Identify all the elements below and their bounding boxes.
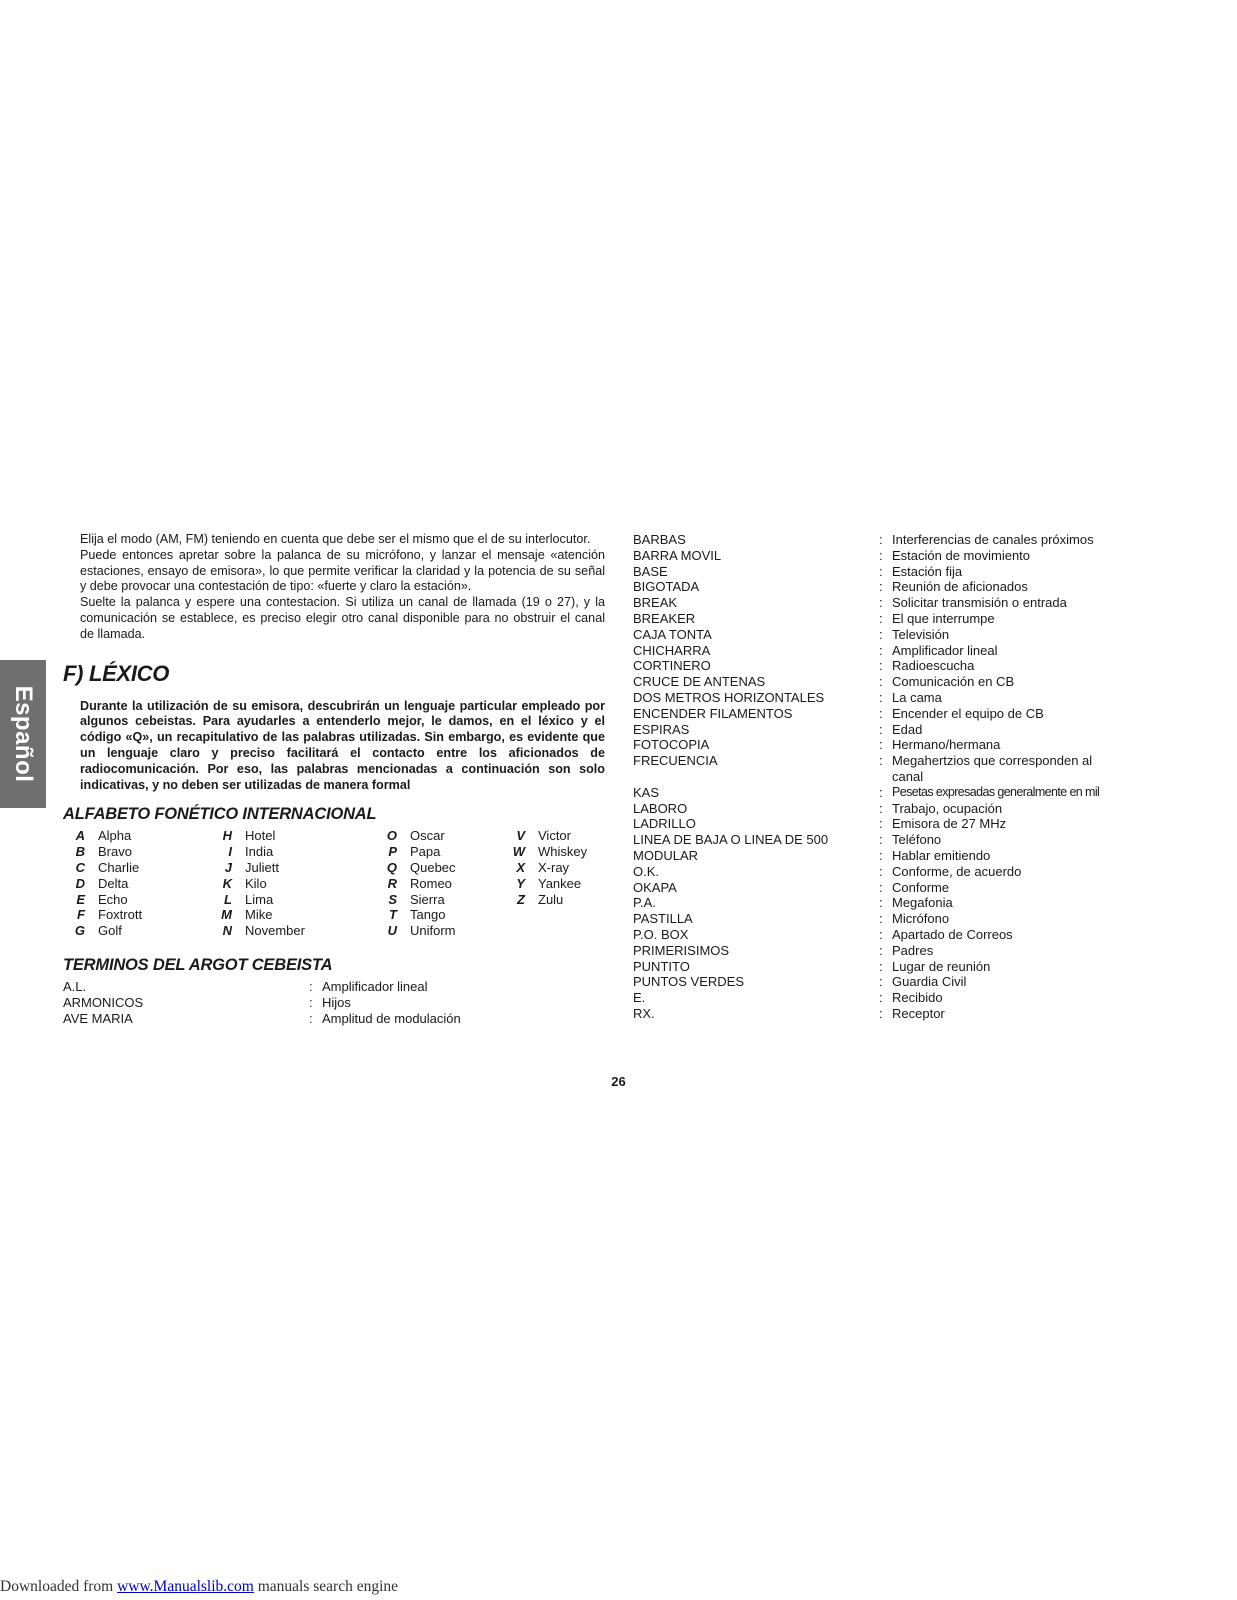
- left-column: [63, 532, 605, 1027]
- alphabet-word: Yankee: [538, 875, 582, 891]
- alphabet-entry: [210, 844, 305, 860]
- alphabet-word: Sierra: [410, 891, 445, 907]
- alphabet-letter: O: [386, 828, 397, 844]
- term-separator: :: [879, 563, 883, 579]
- term-row: [633, 959, 1233, 975]
- term-row: [63, 995, 605, 1011]
- term: PASTILLA: [633, 911, 693, 927]
- term-separator: :: [309, 995, 313, 1011]
- language-side-tab: [0, 660, 46, 808]
- alphabet-word: Whiskey: [538, 844, 588, 860]
- term-row: [633, 895, 1233, 911]
- term-separator: :: [879, 816, 883, 832]
- term-row: [633, 690, 1233, 706]
- term-separator: :: [879, 721, 883, 737]
- term-row: [633, 579, 1233, 595]
- term-definition: Amplificador lineal: [322, 979, 428, 995]
- alphabet-word: Tango: [410, 907, 446, 923]
- term: FOTOCOPIA: [633, 737, 710, 753]
- term-row: [633, 990, 1233, 1006]
- term-row: [633, 785, 1233, 801]
- alphabet-letter: X: [516, 859, 525, 875]
- term: PRIMERISIMOS: [633, 942, 730, 958]
- argot-terms-right: [633, 532, 1233, 1022]
- alphabet-entry: [503, 828, 587, 844]
- alphabet-letter: W: [512, 844, 525, 860]
- term-definition: Megafonia: [892, 895, 953, 911]
- alphabet-letter: E: [76, 891, 85, 907]
- alphabet-word: Quebec: [410, 859, 456, 875]
- term-definition: Solicitar transmisión o entrada: [892, 595, 1067, 611]
- alphabet-entry: [375, 876, 456, 892]
- term-row: [633, 595, 1233, 611]
- alphabet-letter: M: [221, 907, 232, 923]
- term: OKAPA: [633, 879, 677, 895]
- term-separator: :: [879, 532, 883, 547]
- alphabet-word: India: [245, 844, 274, 860]
- alphabet-letter: A: [75, 828, 85, 844]
- alphabet-letter: C: [75, 859, 85, 875]
- argot-terms-left: [63, 979, 605, 1026]
- alphabet-word: Alpha: [98, 828, 132, 844]
- argot-title: TERMINOS DEL ARGOT CEBEISTA: [63, 956, 333, 975]
- term-definition: Hermano/hermana: [892, 737, 1001, 753]
- alphabet-letter: Q: [386, 859, 397, 875]
- alphabet-word: Delta: [98, 875, 129, 891]
- alphabet-entry: [63, 828, 142, 844]
- term: CHICHARRA: [633, 642, 711, 658]
- footer-suffix: manuals search engine: [253, 1578, 399, 1595]
- term: CORTINERO: [633, 658, 711, 674]
- term-definition: Teléfono: [892, 832, 942, 848]
- term: RX.: [633, 1005, 655, 1021]
- alphabet-entry: [210, 892, 305, 908]
- term-row: [633, 564, 1233, 580]
- alphabet-letter: Z: [517, 891, 525, 907]
- term-separator: :: [879, 737, 883, 753]
- alphabet-entry: [210, 828, 305, 844]
- lexicon-intro-paragraph: Durante la utilización de su emisora, descubrirán un lenguaje particular empleado por algunos cebeistas. Para ayudarles a entenderlo mejor, le damos, en el léxico y el código «Q», un recapitulativo de las palabras utilizadas. Sin embargo, es evidente que un lenguaje claro y preciso facilitará el contacto entre los aficionados de radiocomunicación. Por eso, las palabras mencionadas a continuación son solo indicativas, y no deben ser utilizadas de manera formal: [80, 698, 605, 792]
- alphabet-word: X-ray: [538, 859, 570, 875]
- term-row: [633, 658, 1233, 674]
- term-separator: :: [309, 1010, 313, 1026]
- term-row: [633, 927, 1233, 943]
- alphabet-entry: [503, 860, 587, 876]
- alphabet-entry: [375, 844, 456, 860]
- term-separator: :: [879, 863, 883, 879]
- alphabet-letter: F: [77, 907, 85, 923]
- alphabet-column: [503, 828, 587, 907]
- alphabet-letter: N: [222, 923, 232, 939]
- term-definition: Radioescucha: [892, 658, 975, 674]
- term-definition: Amplificador lineal: [892, 642, 998, 658]
- alphabet-letter: H: [222, 828, 232, 844]
- alphabet-letter: V: [516, 828, 525, 844]
- alphabet-word: Bravo: [98, 844, 132, 860]
- term-definition: Edad: [892, 721, 923, 737]
- term: CRUCE DE ANTENAS: [633, 674, 766, 690]
- term-separator: :: [879, 895, 883, 911]
- intro-text: [80, 532, 605, 643]
- term-row: [633, 816, 1233, 832]
- term-row: [633, 753, 1233, 785]
- term-definition: Apartado de Correos: [892, 926, 1013, 942]
- alphabet-letter: D: [75, 875, 85, 891]
- page-number: 26: [611, 1074, 626, 1089]
- term-separator: :: [879, 990, 883, 1006]
- term-separator: :: [879, 579, 883, 595]
- term: DOS METROS HORIZONTALES: [633, 689, 825, 705]
- alphabet-letter: L: [224, 891, 232, 907]
- alphabet-word: Zulu: [538, 891, 564, 907]
- term-separator: :: [879, 974, 883, 990]
- term: KAS: [633, 784, 660, 800]
- term: P.O. BOX: [633, 926, 689, 942]
- intro-paragraph: Suelte la palanca y espere una contestacion. Si utiliza un canal de llamada (19 o 27), y la comunicación se establece, es preciso elegir otro canal disponible para no obstruir el canal de llamada.: [80, 595, 605, 641]
- term: P.A.: [633, 895, 656, 911]
- alphabet-entry: [375, 860, 456, 876]
- download-footer: [0, 1578, 398, 1596]
- alphabet-word: Uniform: [410, 923, 456, 939]
- alphabet-entry: [503, 876, 587, 892]
- term: FRECUENCIA: [633, 753, 718, 769]
- alphabet-letter: T: [389, 907, 397, 923]
- term: BARRA MOVIL: [633, 547, 722, 563]
- term-separator: :: [879, 942, 883, 958]
- term-row: [633, 943, 1233, 959]
- term: BASE: [633, 563, 668, 579]
- alphabet-letter: K: [222, 875, 232, 891]
- term-row: [633, 801, 1233, 817]
- alphabet-word: Oscar: [410, 828, 445, 844]
- term-row: [633, 1006, 1233, 1022]
- phonetic-alphabet-grid: [63, 828, 605, 944]
- term: LADRILLO: [633, 816, 696, 832]
- alphabet-entry: [63, 876, 142, 892]
- alphabet-letter: I: [228, 844, 232, 860]
- term-row: [633, 532, 1233, 548]
- term: PUNTITO: [633, 958, 690, 974]
- alphabet-word: Juliett: [245, 859, 279, 875]
- term-separator: :: [879, 879, 883, 895]
- term-row: [633, 737, 1233, 753]
- term-row: [633, 627, 1233, 643]
- intro-paragraph: Puede entonces apretar sobre la palanca de su micrófono, y lanzar el mensaje «atención estaciones, ensayo de emisora», lo que permite verificar la claridad y la potencia de su señal y debe provocar una contestación de tipo: «fuerte y claro la estación».: [80, 547, 605, 594]
- alphabet-entry: [210, 860, 305, 876]
- term-definition: Padres: [892, 942, 934, 958]
- alphabet-column: [375, 828, 456, 939]
- term-separator: :: [309, 979, 313, 995]
- term: BARBAS: [633, 532, 686, 547]
- section-title: F) LÉXICO: [63, 660, 170, 686]
- term-definition: Comunicación en CB: [892, 674, 1015, 690]
- term-separator: :: [879, 847, 883, 863]
- term-separator: :: [879, 547, 883, 563]
- term: AVE MARIA: [63, 1010, 133, 1026]
- alphabet-word: Echo: [98, 891, 128, 907]
- term-definition: Trabajo, ocupación: [892, 800, 1003, 816]
- term-separator: :: [879, 642, 883, 658]
- alphabet-column: [63, 828, 142, 939]
- term-separator: :: [879, 911, 883, 927]
- alphabet-entry: [375, 907, 456, 923]
- alphabet-entry: [63, 860, 142, 876]
- term: ENCENDER FILAMENTOS: [633, 705, 793, 721]
- alphabet-entry: [63, 923, 142, 939]
- term-definition: Amplitud de modulación: [322, 1010, 461, 1026]
- term-definition: Megahertzios que corresponden al canal: [892, 753, 1093, 784]
- footer-prefix: Downloaded from: [0, 1578, 118, 1595]
- term-definition: Conforme: [892, 879, 950, 895]
- alphabet-letter: J: [224, 859, 232, 875]
- term-definition: Hijos: [322, 995, 351, 1011]
- term: BREAKER: [633, 610, 696, 626]
- term-separator: :: [879, 958, 883, 974]
- term-definition: Conforme, de acuerdo: [892, 863, 1022, 879]
- term-separator: :: [879, 689, 883, 705]
- alphabet-word: Hotel: [245, 828, 276, 844]
- alphabet-entry: [210, 876, 305, 892]
- term-separator: :: [879, 784, 883, 800]
- term-separator: :: [879, 626, 883, 642]
- manualslib-link[interactable]: www.Manualslib.com: [117, 1578, 254, 1595]
- term-row: [633, 864, 1233, 880]
- alphabet-letter: P: [388, 844, 397, 860]
- alphabet-word: Charlie: [98, 859, 140, 875]
- alphabet-word: Mike: [245, 907, 273, 923]
- alphabet-word: Foxtrott: [98, 907, 143, 923]
- term-definition: Recibido: [892, 990, 943, 1006]
- term-row: [633, 643, 1233, 659]
- alphabet-entry: [375, 923, 456, 939]
- language-label: Español: [10, 685, 37, 783]
- term-definition: Hablar emitiendo: [892, 847, 991, 863]
- term-definition: Reunión de aficionados: [892, 579, 1028, 595]
- term-row: [633, 880, 1233, 896]
- term-row: [63, 1011, 605, 1027]
- term: ESPIRAS: [633, 721, 690, 737]
- term-definition: Encender el equipo de CB: [892, 705, 1044, 721]
- alphabet-title: ALFABETO FONÉTICO INTERNACIONAL: [63, 805, 377, 824]
- term-definition: Lugar de reunión: [892, 958, 991, 974]
- term-separator: :: [879, 1005, 883, 1021]
- term-row: [633, 706, 1233, 722]
- alphabet-letter: G: [74, 923, 85, 939]
- term-separator: :: [879, 705, 883, 721]
- term-row: [63, 979, 605, 995]
- term-definition: Micrófono: [892, 911, 950, 927]
- term-separator: :: [879, 753, 883, 769]
- term: O.K.: [633, 863, 660, 879]
- term-definition: Estación de movimiento: [892, 547, 1031, 563]
- term-definition: Estación fija: [892, 563, 963, 579]
- alphabet-word: Romeo: [410, 875, 452, 891]
- alphabet-word: Golf: [98, 923, 122, 939]
- alphabet-letter: U: [387, 923, 397, 939]
- term-separator: :: [879, 800, 883, 816]
- term: PUNTOS VERDES: [633, 974, 745, 990]
- term-definition: Guardia Civil: [892, 974, 967, 990]
- alphabet-entry: [503, 844, 587, 860]
- term-definition: Receptor: [892, 1005, 945, 1021]
- term-definition: Emisora de 27 MHz: [892, 816, 1007, 832]
- term: MODULAR: [633, 847, 699, 863]
- alphabet-letter: B: [75, 844, 85, 860]
- term: LABORO: [633, 800, 688, 816]
- alphabet-word: November: [245, 923, 305, 939]
- term-row: [633, 722, 1233, 738]
- alphabet-entry: [210, 923, 305, 939]
- term: E.: [633, 990, 646, 1006]
- term-definition: El que interrumpe: [892, 610, 995, 626]
- term-definition: Pesetas expresadas generalmente en mil: [892, 784, 1100, 799]
- alphabet-letter: Y: [516, 875, 525, 891]
- term-row: [633, 611, 1233, 627]
- term-row: [633, 548, 1233, 564]
- alphabet-entry: [210, 907, 305, 923]
- term-row: [633, 674, 1233, 690]
- term-separator: :: [879, 595, 883, 611]
- alphabet-entry: [375, 828, 456, 844]
- term-separator: :: [879, 926, 883, 942]
- term: LINEA DE BAJA O LINEA DE 500: [633, 832, 829, 848]
- intro-paragraph: Elija el modo (AM, FM) teniendo en cuenta que debe ser el mismo que el de su interlocutor.: [80, 532, 591, 546]
- term-definition: Televisión: [892, 626, 950, 642]
- term-separator: :: [879, 610, 883, 626]
- term: A.L.: [63, 979, 87, 995]
- term-definition: La cama: [892, 689, 942, 705]
- alphabet-word: Papa: [410, 844, 441, 860]
- term-definition: Interferencias de canales próximos: [892, 532, 1094, 547]
- term: ARMONICOS: [63, 995, 144, 1011]
- alphabet-letter: S: [388, 891, 397, 907]
- term-separator: :: [879, 674, 883, 690]
- term-separator: :: [879, 658, 883, 674]
- term-row: [633, 974, 1233, 990]
- term: BREAK: [633, 595, 678, 611]
- term-row: [633, 832, 1233, 848]
- alphabet-word: Victor: [538, 828, 571, 844]
- alphabet-entry: [503, 892, 587, 908]
- term: BIGOTADA: [633, 579, 700, 595]
- term-row: [633, 911, 1233, 927]
- alphabet-word: Kilo: [245, 875, 267, 891]
- alphabet-word: Lima: [245, 891, 274, 907]
- alphabet-letter: R: [387, 875, 397, 891]
- alphabet-column: [210, 828, 305, 939]
- term: CAJA TONTA: [633, 626, 712, 642]
- alphabet-entry: [63, 844, 142, 860]
- alphabet-entry: [375, 892, 456, 908]
- term-row: [633, 848, 1233, 864]
- alphabet-entry: [63, 892, 142, 908]
- alphabet-entry: [63, 907, 142, 923]
- term-separator: :: [879, 832, 883, 848]
